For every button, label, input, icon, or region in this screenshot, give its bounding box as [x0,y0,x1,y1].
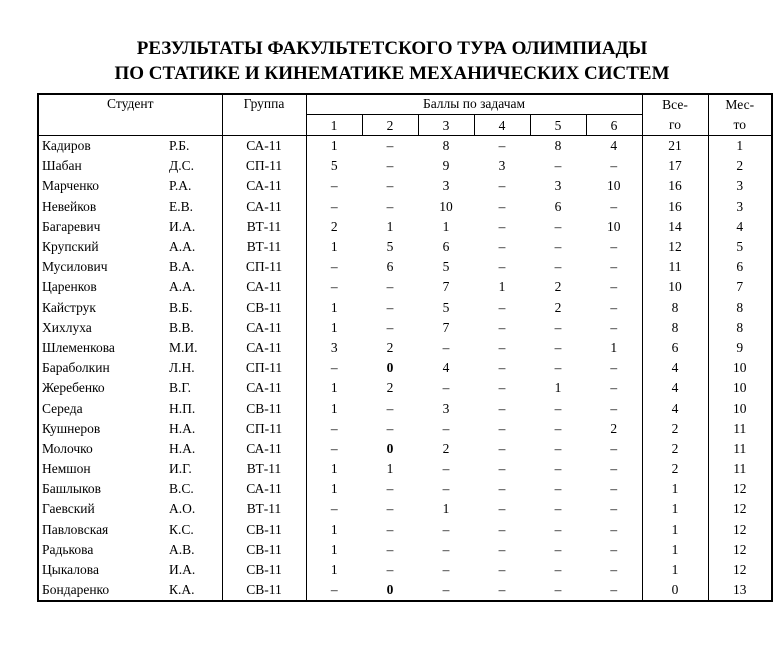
student-surname: Мусилович [38,257,169,277]
task-3-score: – [442,461,450,477]
student-initials: Н.П. [169,400,196,416]
student-surname: Бондаренко [38,580,169,601]
student-initials: И.А. [169,218,196,234]
task-3-score: – [442,562,450,578]
task-1-score: – [330,178,338,194]
place: 8 [708,298,772,318]
student-group: СП-11 [222,358,306,378]
total-score: 10 [642,277,708,297]
table-row [38,136,772,157]
student-initials: В.Г. [169,380,192,396]
student-group: СА-11 [222,378,306,398]
task-3-score: – [442,481,450,497]
student-surname: Шабан [38,156,169,176]
header-total-top: Все- [662,97,688,112]
task-1-score: – [330,259,338,275]
student-surname: Кайструк [38,298,169,318]
total-score: 1 [642,520,708,540]
student-surname: Царенков [38,277,169,297]
task-5-score: – [554,239,562,255]
task-2-score: 0 [386,440,394,456]
task-5-score: – [554,420,562,436]
task-5-score: 8 [530,136,586,157]
task-6-score: – [586,277,642,297]
task-4-score: – [498,420,506,436]
task-1-score: – [306,580,362,601]
task-1-score: 1 [330,239,338,255]
student-surname: Радькова [38,540,169,560]
task-1-score: – [330,501,338,517]
student-surname: Шлеменкова [38,338,169,358]
student-group: ВТ-11 [222,217,306,237]
student-surname: Марченко [38,176,169,196]
total-score: 1 [642,499,708,519]
header-place [708,94,772,136]
task-6-score: – [586,520,642,540]
task-2-score: – [386,562,394,578]
student-group: ВТ-11 [222,237,306,257]
task-5-score: – [554,339,562,355]
header-task-2: 2 [362,115,418,136]
task-2-score: 1 [386,461,394,477]
task-3-score: – [442,420,450,436]
task-4-score: – [498,400,506,416]
task-1-score: 1 [330,400,338,416]
task-2-score: – [386,178,394,194]
table-row [38,580,772,601]
task-4-score: 3 [498,158,506,174]
task-5-score: – [554,541,562,557]
task-2-score: – [386,319,394,335]
student-initials: В.В. [169,319,194,335]
place: 6 [708,257,772,277]
task-2-score: – [386,158,394,174]
task-2-score: 0 [386,360,394,376]
student-initials: Д.С. [169,158,194,174]
student-group: СП-11 [222,419,306,439]
task-5-score: – [554,521,562,537]
task-4-score: – [498,380,506,396]
task-3-score: 6 [442,239,450,255]
student-surname: Бараболкин [38,358,169,378]
place: 11 [708,459,772,479]
header-task-1: 1 [306,115,362,136]
header-group: Группа [222,94,306,136]
student-initials: К.С. [169,521,194,537]
task-1-score: 5 [330,158,338,174]
task-6-score: – [586,318,642,338]
task-4-score: – [498,440,506,456]
task-4-score: – [498,339,506,355]
place: 10 [708,378,772,398]
student-group: СА-11 [222,176,306,196]
task-4-score: – [498,501,506,517]
place: 5 [708,237,772,257]
table-row [38,318,772,338]
place: 12 [708,540,772,560]
place: 3 [708,176,772,196]
task-4-score: – [498,562,506,578]
total-score: 11 [642,257,708,277]
task-6-score: – [586,499,642,519]
task-3-score: 3 [442,400,450,416]
student-surname: Хихлуха [38,318,169,338]
total-score: 6 [642,338,708,358]
task-1-score: – [330,440,338,456]
task-2-score: – [386,541,394,557]
student-group: СВ-11 [222,540,306,560]
task-1-score: – [330,420,338,436]
task-6-score: 4 [586,136,642,157]
table-row [38,156,772,176]
task-6-score: 10 [586,217,642,237]
task-1-score: 1 [330,562,338,578]
table-row [38,479,772,499]
task-6-score: – [586,197,642,217]
place: 1 [708,136,772,157]
student-group: СВ-11 [222,580,306,601]
task-1-score: 1 [306,136,362,157]
student-group: СВ-11 [222,298,306,318]
total-score: 21 [642,136,708,157]
student-surname: Невейков [38,197,169,217]
task-2-score: 5 [386,239,394,255]
task-5-score: – [554,440,562,456]
task-2-score: – [386,481,394,497]
task-2-score: 1 [386,218,394,234]
student-initials: И.А. [169,562,196,578]
task-6-score: – [586,540,642,560]
student-surname: Гаевский [38,499,169,519]
table-row [38,217,772,237]
task-5-score: – [554,501,562,517]
total-score: 2 [642,419,708,439]
task-3-score: 2 [442,440,450,456]
total-score: 12 [642,237,708,257]
task-3-score: – [442,541,450,557]
task-4-score: – [498,218,506,234]
task-3-score: 5 [442,259,450,275]
total-score: 16 [642,197,708,217]
table-row [38,338,772,358]
place: 7 [708,277,772,297]
total-score: 2 [642,459,708,479]
task-1-score: 1 [330,380,338,396]
total-score: 17 [642,156,708,176]
task-3-score: 10 [439,198,453,214]
task-5-score: – [554,259,562,275]
student-surname: Цыкалова [38,560,169,580]
student-initials: В.С. [169,481,194,497]
table-row [38,358,772,378]
student-initials: А.А. [169,279,196,295]
student-surname: Багаревич [38,217,169,237]
results-body [38,136,772,602]
total-score: 14 [642,217,708,237]
place: 3 [708,197,772,217]
student-initials: Е.В. [169,198,194,214]
student-initials: Н.А. [169,420,196,436]
place: 8 [708,318,772,338]
task-3-score: 9 [442,158,450,174]
student-group: СА-11 [222,439,306,459]
place: 10 [708,358,772,378]
table-row [38,277,772,297]
place: 12 [708,520,772,540]
task-4-score: – [498,481,506,497]
table-row [38,298,772,318]
task-5-score: – [554,562,562,578]
student-group: СА-11 [222,479,306,499]
task-5-score: 6 [554,198,562,214]
student-surname: Середа [38,398,169,418]
task-5-score: – [554,461,562,477]
header-student: Студент [38,94,222,136]
task-2-score: 2 [386,339,394,355]
student-group: СП-11 [222,156,306,176]
student-surname: Молочко [38,439,169,459]
place: 11 [708,439,772,459]
student-group: СА-11 [222,338,306,358]
table-row [38,176,772,196]
student-surname: Жеребенко [38,378,169,398]
student-group: СВ-11 [222,398,306,418]
total-score: 4 [642,398,708,418]
task-6-score: – [586,580,642,601]
task-5-score: 2 [554,279,562,295]
task-5-score: – [554,360,562,376]
student-initials: И.Г. [169,461,192,477]
task-2-score: 2 [386,380,394,396]
task-4-score: – [474,136,530,157]
total-score: 0 [642,580,708,601]
header-task-5: 5 [530,115,586,136]
header-task-3: 3 [418,115,474,136]
task-4-score: – [498,360,506,376]
student-group: СА-11 [222,197,306,217]
student-group: СА-11 [222,136,306,157]
header-task-4: 4 [474,115,530,136]
place: 10 [708,398,772,418]
task-1-score: 3 [330,339,338,355]
student-initials: Н.А. [169,440,196,456]
student-initials: К.А. [169,580,222,601]
student-group: СВ-11 [222,520,306,540]
task-4-score: – [474,580,530,601]
task-6-score: 1 [586,338,642,358]
task-3-score: 7 [442,279,450,295]
task-6-score: – [586,398,642,418]
task-2-score: – [386,501,394,517]
table-row [38,197,772,217]
total-score: 4 [642,378,708,398]
total-score: 4 [642,358,708,378]
task-1-score: 1 [330,521,338,537]
table-row [38,459,772,479]
task-2-score: 6 [386,259,394,275]
task-4-score: – [498,178,506,194]
task-6-score: – [586,298,642,318]
table-row [38,499,772,519]
task-3-score: – [442,380,450,396]
task-5-score: – [530,580,586,601]
table-row [38,257,772,277]
task-2-score: – [362,136,418,157]
task-5-score: 1 [554,380,562,396]
task-3-score: 7 [442,319,450,335]
total-score: 8 [642,298,708,318]
student-surname: Кадиров [38,136,169,157]
header-task-6: 6 [586,115,642,136]
place: 12 [708,499,772,519]
task-2-score: – [386,198,394,214]
title-line-1: РЕЗУЛЬТАТЫ ФАКУЛЬТЕТСКОГО ТУРА ОЛИМПИАДЫ [136,38,648,59]
task-6-score: – [586,560,642,580]
title-line-2: ПО СТАТИКЕ И КИНЕМАТИКЕ МЕХАНИЧЕСКИХ СИСТЕМ [114,63,670,84]
student-initials: В.Б. [169,299,193,315]
table-row [38,237,772,257]
task-2-score: – [386,521,394,537]
task-1-score: – [330,198,338,214]
task-3-score: 3 [442,178,450,194]
student-initials: А.В. [169,541,195,557]
table-row [38,378,772,398]
student-surname: Павловская [38,520,169,540]
student-surname: Немшон [38,459,169,479]
student-initials: Р.Б. [169,136,222,157]
place: 12 [708,479,772,499]
student-group: СП-11 [222,257,306,277]
task-5-score: 2 [554,299,562,315]
task-3-score: 5 [442,299,450,315]
task-4-score: – [498,521,506,537]
total-score: 1 [642,560,708,580]
header-total-bottom: го [669,117,681,132]
student-initials: Р.А. [169,178,192,194]
student-group: СВ-11 [222,560,306,580]
task-1-score: 1 [330,541,338,557]
task-5-score: – [554,481,562,497]
table-row [38,419,772,439]
task-5-score: – [554,400,562,416]
task-2-score: – [386,400,394,416]
task-3-score: 4 [442,360,450,376]
place: 4 [708,217,772,237]
task-3-score: – [442,339,450,355]
task-1-score: 1 [330,299,338,315]
task-3-score: 8 [418,136,474,157]
task-6-score: – [586,378,642,398]
table-row [38,439,772,459]
task-6-score: – [586,237,642,257]
task-6-score: – [586,439,642,459]
student-group: ВТ-11 [222,459,306,479]
place: 9 [708,338,772,358]
task-2-score: – [386,299,394,315]
table-row [38,398,772,418]
total-score: 16 [642,176,708,196]
student-surname: Башлыков [38,479,169,499]
task-1-score: – [330,360,338,376]
task-4-score: – [498,198,506,214]
place: 13 [708,580,772,601]
place: 2 [708,156,772,176]
task-2-score: – [386,420,394,436]
task-1-score: 1 [330,481,338,497]
student-surname: Крупский [38,237,169,257]
task-4-score: – [498,239,506,255]
task-6-score: – [586,479,642,499]
total-score: 1 [642,540,708,560]
task-6-score: 10 [586,176,642,196]
task-1-score: 1 [330,461,338,477]
student-group: СА-11 [222,318,306,338]
task-4-score: – [498,541,506,557]
table-row [38,560,772,580]
task-4-score: – [498,299,506,315]
student-initials: А.О. [169,501,196,517]
header-total [642,94,708,136]
place: 11 [708,419,772,439]
student-surname: Кушнеров [38,419,169,439]
task-4-score: 1 [498,279,506,295]
header-scores: Баллы по задачам [306,94,642,115]
student-group: СА-11 [222,277,306,297]
table-row [38,540,772,560]
student-group: ВТ-11 [222,499,306,519]
task-5-score: – [554,218,562,234]
total-score: 2 [642,439,708,459]
task-1-score: 2 [330,218,338,234]
task-6-score: – [586,156,642,176]
place: 12 [708,560,772,580]
task-3-score: 1 [442,218,450,234]
total-score: 8 [642,318,708,338]
student-initials: В.А. [169,259,195,275]
header-place-top: Мес- [725,97,755,112]
task-1-score: 1 [330,319,338,335]
task-6-score: – [586,358,642,378]
table-row [38,520,772,540]
task-2-score: 0 [362,580,418,601]
task-5-score: – [554,158,562,174]
task-6-score: – [586,459,642,479]
student-initials: М.И. [169,339,198,355]
document-title [0,36,784,86]
student-initials: А.А. [169,239,196,255]
task-5-score: – [554,319,562,335]
task-4-score: – [498,461,506,477]
task-4-score: – [498,259,506,275]
task-3-score: 1 [442,501,450,517]
task-2-score: – [386,279,394,295]
task-4-score: – [498,319,506,335]
task-3-score: – [418,580,474,601]
total-score: 1 [642,479,708,499]
task-1-score: – [330,279,338,295]
task-6-score: 2 [586,419,642,439]
header-place-bottom: то [733,117,746,132]
task-6-score: – [586,257,642,277]
task-5-score: 3 [554,178,562,194]
task-3-score: – [442,521,450,537]
student-initials: Л.Н. [169,360,195,376]
results-table [37,93,773,602]
